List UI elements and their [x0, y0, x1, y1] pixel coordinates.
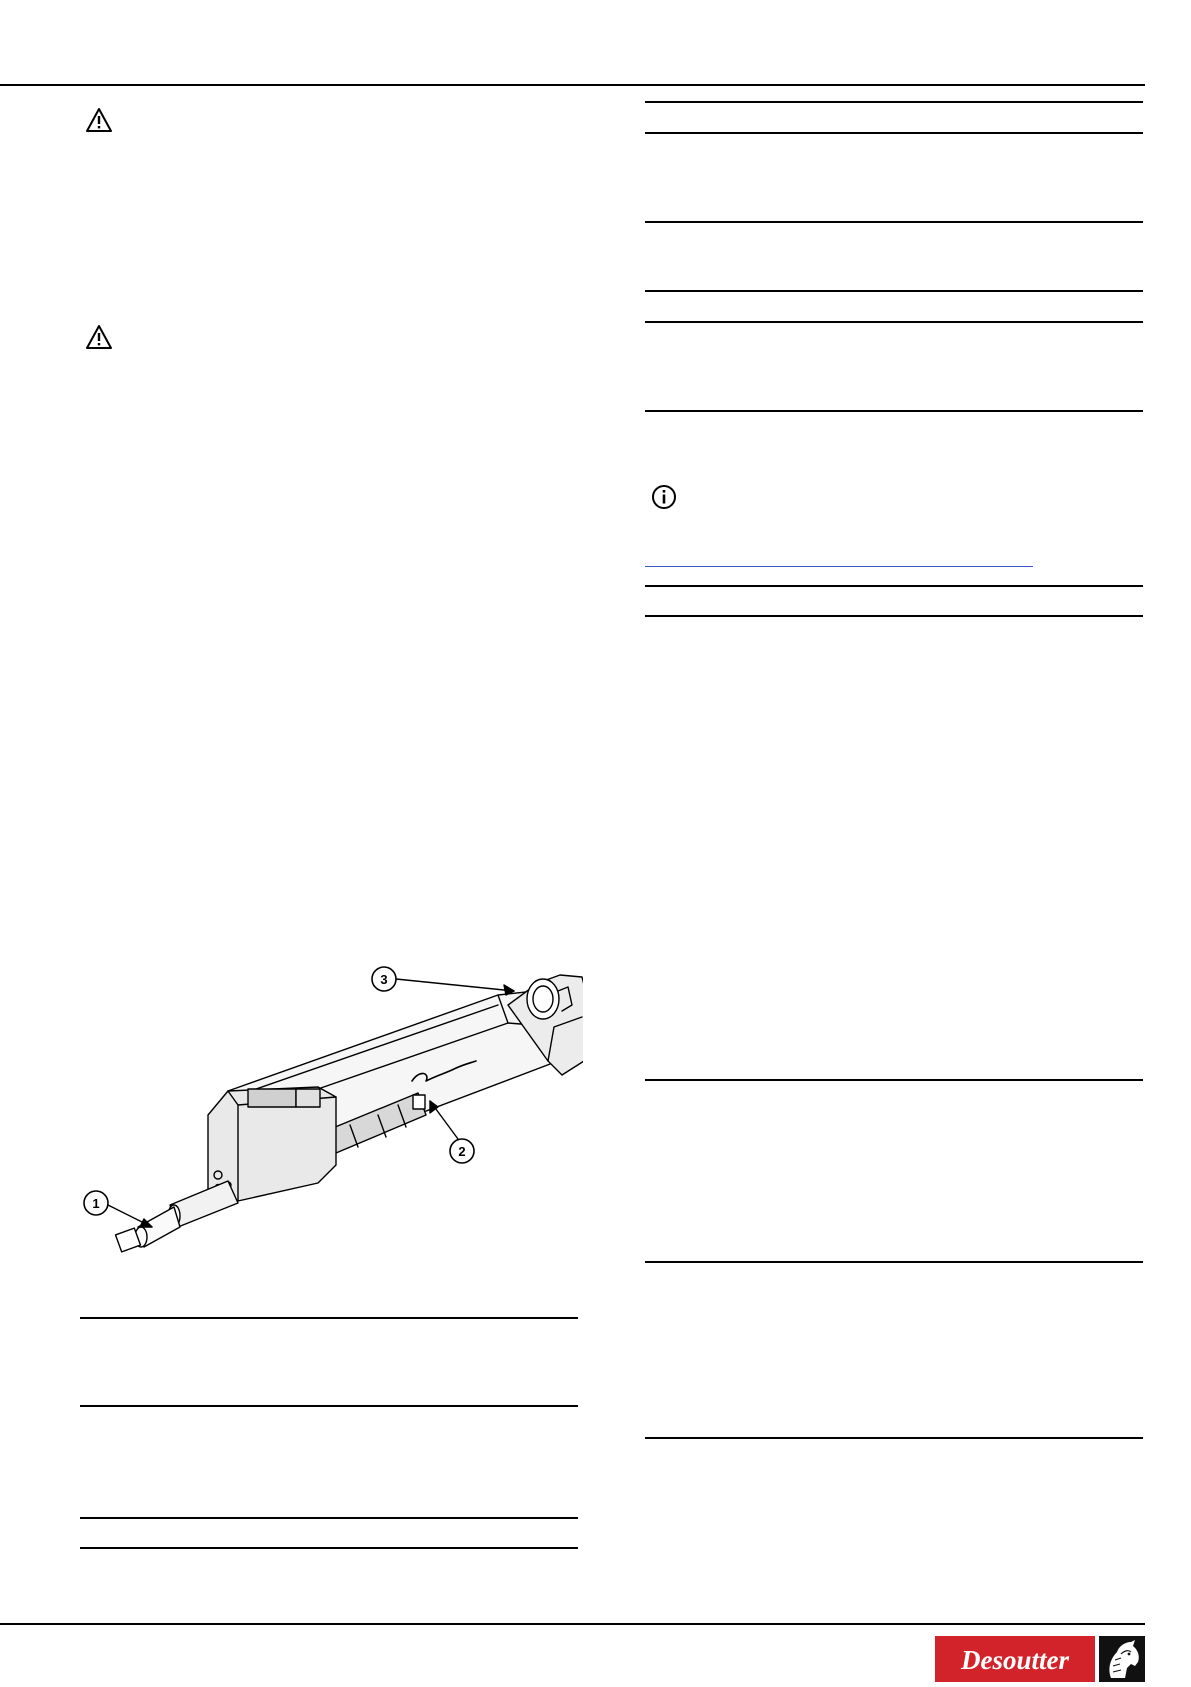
table-rule: [645, 132, 1143, 134]
table-rule: [645, 321, 1143, 323]
warning-triangle-icon: [85, 324, 113, 350]
table-rule: [645, 585, 1143, 587]
table-rule: [80, 1547, 578, 1549]
callout-1-label: 1: [92, 1196, 100, 1211]
desoutter-logo: [935, 1636, 1146, 1682]
info-circle-icon: [651, 484, 677, 510]
table-rule: [645, 410, 1143, 412]
table-rule: [645, 221, 1143, 223]
table-rule: [645, 1079, 1143, 1081]
logo-wordmark: Desoutter: [961, 1645, 1069, 1675]
table-rule: [645, 615, 1143, 617]
table-rule: [645, 290, 1143, 292]
callout-3-label: 3: [380, 972, 388, 987]
header-rule: [0, 84, 1145, 86]
table-rule: [80, 1405, 578, 1407]
table-rule: [645, 1437, 1143, 1439]
table-rule: [645, 1261, 1143, 1263]
callout-2-label: 2: [458, 1144, 466, 1159]
tool-figure: [78, 965, 583, 1297]
warning-triangle-icon: [85, 107, 113, 133]
table-rule: [80, 1317, 578, 1319]
footer-rule: [0, 1623, 1145, 1625]
table-rule: [645, 101, 1143, 103]
table-rule: [80, 1517, 578, 1519]
hyperlink-underline[interactable]: [645, 566, 1033, 567]
